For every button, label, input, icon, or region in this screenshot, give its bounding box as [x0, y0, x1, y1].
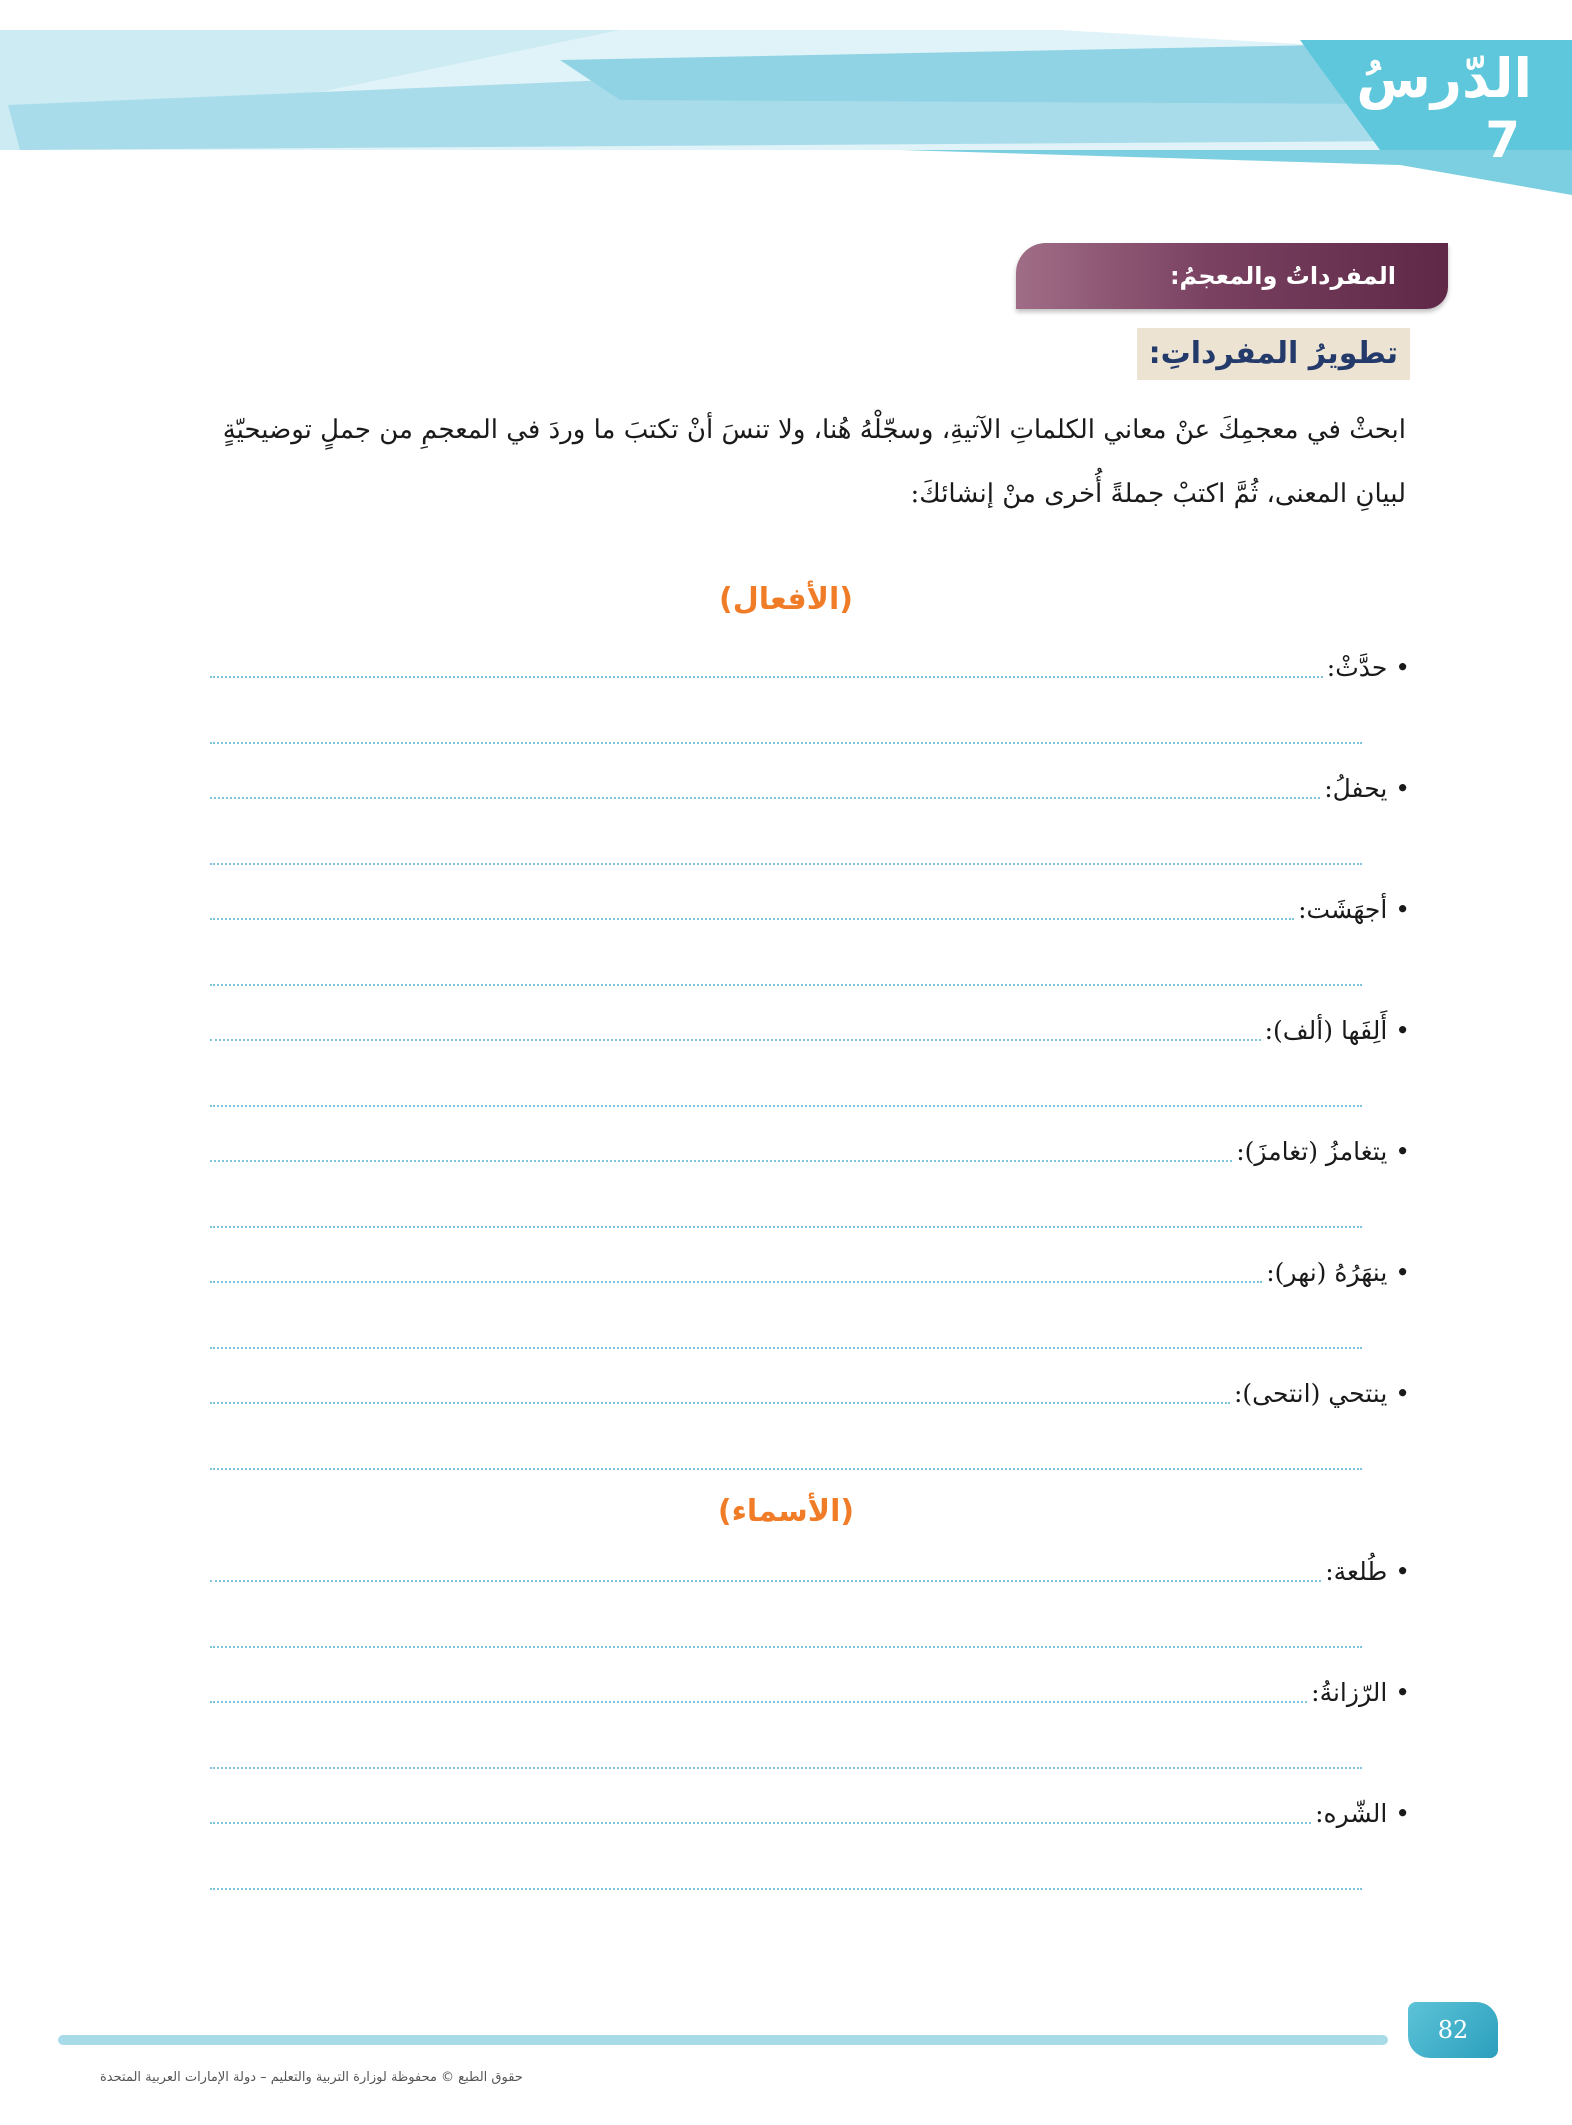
answer-line[interactable] [210, 918, 1294, 920]
instructions: ابحثْ في معجمِكَ عنْ معاني الكلماتِ الآتيةِ، وسجّلْهُ هُنا، ولا تنسَ أنْ تكتبَ ما وردَ في المعجمِ من جملٍ توضيحيّةٍ لبيانِ المعنى، ثُمَّ اكتبْ جملةً أُخرى منْ إنشائكَ: [222, 415, 1406, 509]
answer-line[interactable] [210, 1646, 1362, 1648]
answer-line[interactable] [210, 863, 1362, 865]
vocab-item [210, 1005, 1410, 1125]
page-number: 82 [1408, 2002, 1498, 2058]
vocab-word: • الرّزانةُ: [1311, 1678, 1410, 1707]
vocab-word: • أجهَشَت: [1298, 895, 1410, 924]
answer-line[interactable] [210, 1039, 1261, 1041]
header-banner [0, 0, 1572, 220]
vocab-item [210, 1667, 1410, 1787]
answer-line[interactable] [210, 1701, 1307, 1703]
vocab-word: • ينتحي (انتحى): [1233, 1379, 1410, 1408]
vocab-word: • يحفلُ: [1324, 774, 1410, 803]
group-heading-verbs: (الأفعال) [719, 582, 853, 617]
vocab-item [210, 1126, 1410, 1246]
section-tab-label: المفرداتُ والمعجمُ: [1169, 262, 1396, 290]
vocab-item [210, 1247, 1410, 1367]
vocab-word: • يتغامزُ (تغامزَ): [1236, 1137, 1410, 1166]
lesson-title: الدّرسُ [1356, 47, 1532, 110]
answer-line[interactable] [210, 1580, 1321, 1582]
vocab-item [210, 763, 1410, 883]
answer-line[interactable] [210, 1468, 1362, 1470]
vocab-item [210, 1368, 1410, 1488]
answer-line[interactable] [210, 1105, 1362, 1107]
copyright-text: حقوق الطبع © محفوظة لوزارة التربية والتعليم – دولة الإمارات العربية المتحدة [100, 2070, 523, 2085]
group-heading-nouns: (الأسماء) [717, 1494, 855, 1529]
answer-line[interactable] [210, 1226, 1362, 1228]
answer-line[interactable] [210, 797, 1320, 799]
vocab-word: • حدَّثْ: [1326, 653, 1410, 682]
answer-line[interactable] [210, 1888, 1362, 1890]
answer-line[interactable] [210, 742, 1362, 744]
subheading: تطويرُ المفرداتِ: [1137, 328, 1410, 380]
vocab-item [210, 1546, 1410, 1666]
answer-line[interactable] [210, 1347, 1362, 1349]
vocab-word: • الشّره: [1315, 1799, 1410, 1828]
answer-line[interactable] [210, 1822, 1311, 1824]
footer-bar [58, 2035, 1388, 2045]
vocab-item [210, 884, 1410, 1004]
vocab-word: • ينهَرُهُ (نهر): [1266, 1258, 1410, 1287]
vocab-item [210, 1788, 1410, 1908]
vocab-word: • أَلِفَها (ألف): [1264, 1016, 1410, 1045]
answer-line[interactable] [210, 676, 1323, 678]
answer-line[interactable] [210, 984, 1362, 986]
vocab-item [210, 642, 1410, 762]
answer-line[interactable] [210, 1281, 1262, 1283]
lesson-number: 7 [1485, 111, 1520, 169]
answer-line[interactable] [210, 1767, 1362, 1769]
answer-line[interactable] [210, 1402, 1230, 1404]
section-tab [1016, 243, 1448, 309]
answer-line[interactable] [210, 1160, 1232, 1162]
vocab-word: • طُلعة: [1325, 1557, 1410, 1586]
